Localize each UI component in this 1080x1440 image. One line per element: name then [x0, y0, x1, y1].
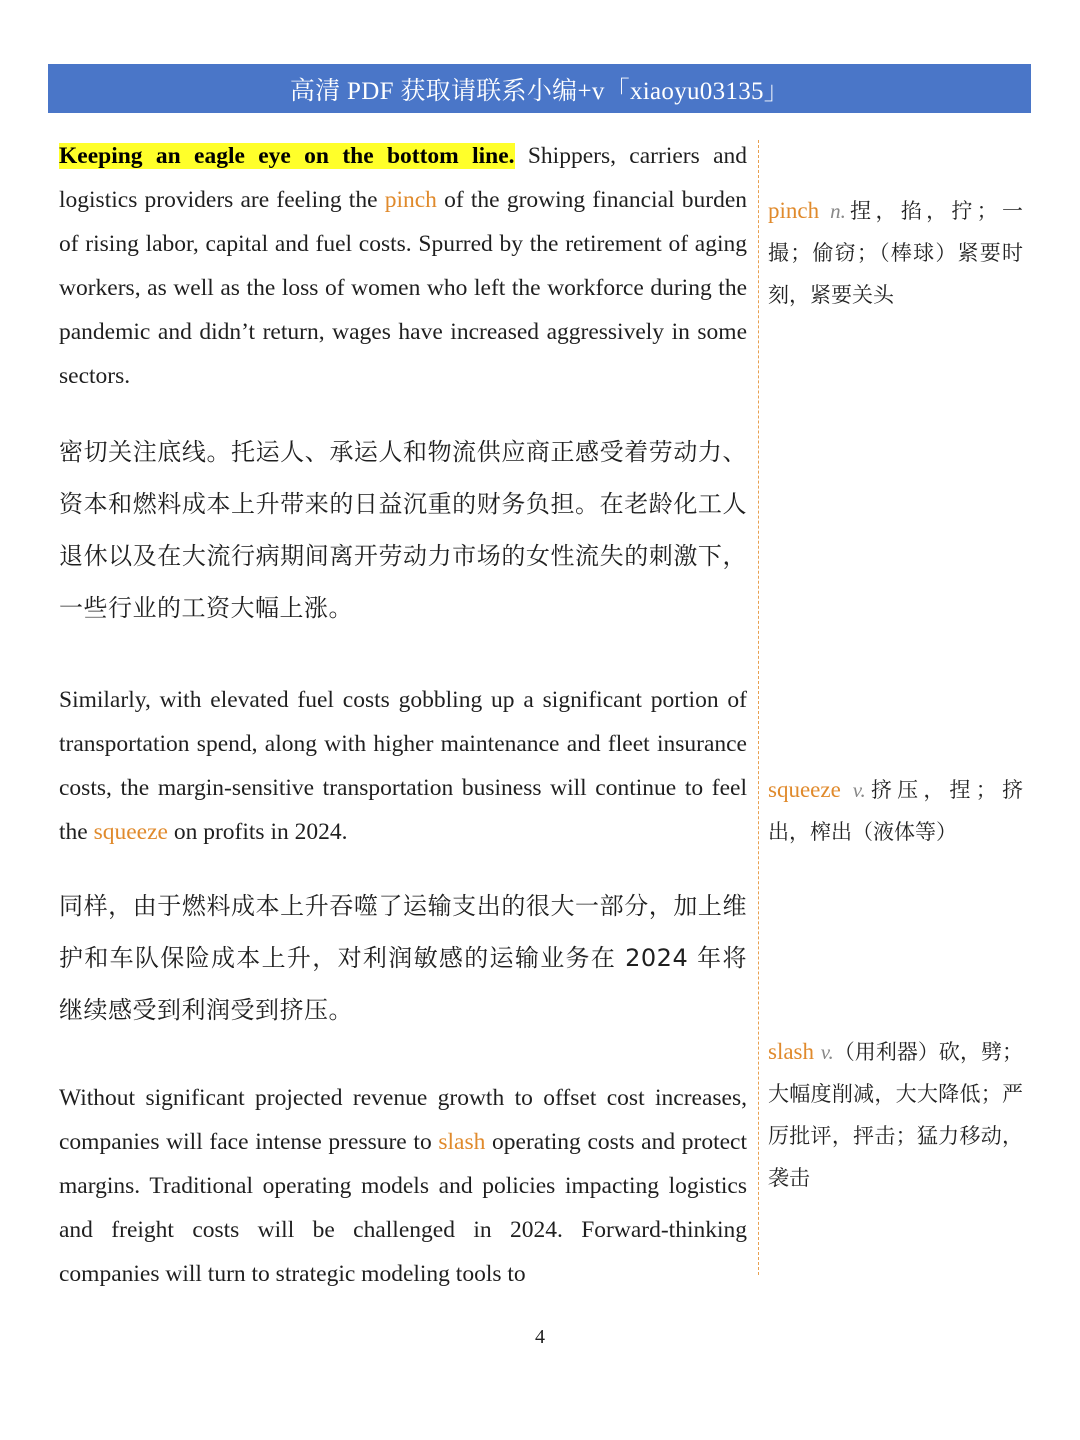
vocab-note-squeeze	[768, 769, 1023, 853]
note-definition: （用利器）砍，劈；大幅度削减，大大降低；严厉批评，抨击；猛力移动，袭击	[768, 1040, 1024, 1190]
p1-text-before: Shippers, carriers and logistics providers are feeling the	[59, 143, 747, 213]
margin-divider	[758, 140, 759, 1275]
paragraph-3-english	[59, 1076, 747, 1296]
vocab-note-pinch	[768, 190, 1023, 316]
paragraph-2-english	[59, 678, 747, 854]
vocab-word-pinch: pinch	[384, 187, 437, 213]
note-pos: v.	[820, 1040, 834, 1064]
page-number: 4	[535, 1326, 545, 1348]
paragraph-2-chinese: 同样，由于燃料成本上升吞噬了运输支出的很大一部分，加上维护和车队保险成本上升，对利润敏感的运输业务在 2024 年将继续感受到利润受到挤压。	[59, 892, 747, 1024]
note-definition: 捏，掐，拧；一撮；偷窃；（棒球）紧要时刻，紧要关头	[768, 199, 1023, 307]
main-column	[59, 134, 747, 1296]
note-word: squeeze	[768, 777, 841, 802]
header-banner	[48, 64, 1031, 113]
vocab-word-slash: slash	[438, 1129, 486, 1155]
note-pos: v.	[852, 778, 866, 802]
banner-text: 高清 PDF 获取请联系小编+v「xiaoyu03135」	[289, 77, 790, 105]
p1-text-after: of the growing financial burden of rising labor, capital and fuel costs. Spurred by the retirement of aging workers, as well as the loss of women who left the workforce during the pandemic and didn’t return, wages have increased aggressively in some sectors.	[59, 187, 747, 389]
vocab-note-slash	[768, 1031, 1023, 1199]
vocab-word-squeeze: squeeze	[93, 819, 168, 845]
note-definition: 挤压，捏；挤出，榨出（液体等）	[768, 778, 1023, 844]
note-pos: n.	[830, 199, 846, 223]
p2-text-after: on profits in 2024.	[167, 819, 348, 845]
paragraph-1-english	[59, 134, 747, 398]
note-word: slash	[768, 1039, 814, 1064]
note-word: pinch	[768, 198, 820, 223]
p3-text-before: Without significant projected revenue growth to offset cost increases, companies will face intense pressure to	[59, 1085, 747, 1155]
highlighted-heading: Keeping an eagle eye on the bottom line.	[59, 143, 515, 169]
paragraph-1-chinese: 密切关注底线。托运人、承运人和物流供应商正感受着劳动力、资本和燃料成本上升带来的日益沉重的财务负担。在老龄化工人退休以及在大流行病期间离开劳动力市场的女性流失的刺激下，一些行业的工资大幅上涨。	[59, 438, 747, 622]
p3-text-after: operating costs and protect margins. Traditional operating models and policies impacting logistics and freight costs will be challenged in 2024. Forward-thinking companies will turn to strategic modeling tools to	[59, 1129, 747, 1287]
p2-text-before: Similarly, with elevated fuel costs gobbling up a significant portion of transportation spend, along with higher maintenance and fleet insurance costs, the margin-sensitive transportation business will continue to feel the	[59, 687, 747, 845]
